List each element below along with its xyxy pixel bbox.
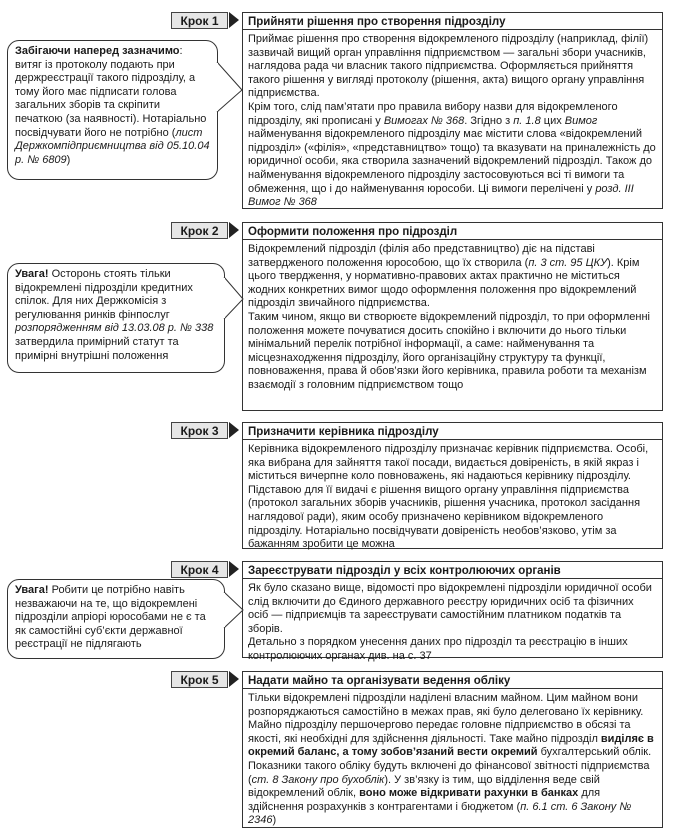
step-body-2-p2: Таким чином, якщо ви створюєте відокремлений підрозділ, то при оформленні положення можете почуватися досить спокійно і включити до нього тільки мінімальний перелік потрібної інформації, а саме: найменування та місцезнаходження підрозділу, його організаційну структуру та функції, повноваження, права й обов’язки його керівника, правила роботи та механізм взаємодії з головним підприємством тощо [248, 310, 650, 391]
step-arrow-5 [229, 671, 239, 687]
step-body-4-p2: Детально з порядком унесення даних про підрозділ та реєстрацію в інших контролюючих органах див. на с. 37 [248, 636, 628, 662]
step-title-5: Надати майно та організувати ведення обліку [242, 671, 663, 689]
step-label-5: Крок 5 [171, 671, 228, 688]
step-title-1: Прийняти рішення про створення підрозділу [242, 12, 663, 30]
step-body-1 [242, 29, 663, 209]
step-arrow-1 [229, 12, 239, 28]
step-body-3-p1: Керівника відокремленого підрозділу призначає керівник підприємства. Особі, яка вибрана для зайняття такої посади, видається довіреність, в якій якраз і міститься вичерпне коло повноважень, які надаються керівнику підрозділу. Підставою для її видачі є рішення вищого органу управління підприємства (протокол загальних зборів учасників, рішення учасника, протокол засідання наглядової ради), яким особу призначено керівником відокремленого підрозділу. Нотаріально посвідчувати довіреність необов’язково, утім за бажанням зробити це можна [248, 443, 649, 551]
callout-pointer-4 [223, 590, 245, 634]
step-body-5-p2: Майно підрозділу першочергово передає головне підприємство в обсязі та якості, які необхідні для здійснення діяльності. Таке майно підрозділ виділяє в окремий баланс, а тому зобов’язаний вести окремий бухгалтерський облік. Показники такого обліку будуть включені до фінансової звітності підприємства (ст. 8 Закону про бухоблік). У зв’язку із тим, що відділення веде свій відокремлений облік, воно може відкривати рахунки в банках для здійснення розрахунків з контрагентами і бюджетом (п. 6.1 ст. 6 Закону № 2346) [248, 719, 654, 827]
step-label-2: Крок 2 [171, 222, 228, 239]
callout-pointer-2 [223, 275, 245, 325]
step-arrow-3 [229, 422, 239, 438]
callout-pointer-1 [216, 60, 244, 120]
step-label-3: Крок 3 [171, 422, 228, 439]
step-body-1-p1: Приймає рішення про створення відокремленого підрозділу (наприклад, філії) зазвичай вищий орган управління підприємством — загальні збори учасників, наглядова рада чи власник такого підприємства. Оформляється прийняття такого рішення у вигляді протоколу (рішення, акта) вищого органу управління підприємства. [248, 33, 649, 100]
step-label-1: Крок 1 [171, 12, 228, 29]
step-body-5-p1: Тільки відокремлені підрозділи наділені власним майном. Цим майном вони розпоряджаються самостійно в межах прав, які було делеговано їх керівнику. [248, 692, 644, 718]
step-body-4-p1: Як було сказано вище, відомості про відокремлені підрозділи юридичної особи слід включити до Єдиного державного реєстру юридичних осіб та фізичних осіб — підприємців та зареєструвати самостійним платником податків та зборів. [248, 582, 652, 635]
step-title-3: Призначити керівника підрозділу [242, 422, 663, 440]
step-title-4: Зареєструвати підрозділ у всіх контролюючих органів [242, 561, 663, 579]
step-body-5 [242, 688, 663, 828]
step-arrow-2 [229, 222, 239, 238]
step-arrow-4 [229, 561, 239, 577]
step-body-4 [242, 578, 663, 662]
step-body-1-p2: Крім того, слід пам’ятати про правила вибору назви для відокремленого підрозділу, які прописані у Вимогах № 368. Згідно з п. 1.8 цих Вимог найменування відокремленого підрозділу має містити слова «відокремлений підрозділ» («філія», «представництво» тощо) та вказувати на приналежність до юридичної особи, яка створила зазначений відокремлений підрозділ. Також до найменування відокремленого підрозділу застосовуються всі ті вимоги та обмеження, що і до найменування юрособи. Ці вимоги перелічені у розд. III Вимог № 368 [248, 100, 656, 209]
step-body-3 [242, 439, 663, 549]
step-title-2: Оформити положення про підрозділ [242, 222, 663, 240]
callout-note-2: Увага! Осторонь стоять тільки відокремлені підрозділи кредитних спілок. Для них Держкомісія з регулювання ринків фінпослуг розпорядженням від 13.03.08 р. № 338 затвердила примірний статут та примірні внутрішні положення [7, 263, 225, 373]
step-body-2 [242, 239, 663, 411]
callout-note-4: Увага! Робити це потрібно навіть незважаючи на те, що відокремлені підрозділи апріорі юрособами не є та як самостійні суб’єкти державної реєстрації не підлягають [7, 579, 225, 659]
callout-note-1: Забігаючи наперед зазначимо: витяг із протоколу подають при держреєстрації такого підрозділу, а тому його має підписати голова загальних зборів та скріпити печаткою (за наявності). Нотаріально посвідчувати його не потрібно (лист Держкомпідприємництва від 05.10.04 р. № 6809) [7, 40, 218, 180]
step-label-4: Крок 4 [171, 561, 228, 578]
step-body-2-p1: Відокремлений підрозділ (філія або представництво) діє на підставі затвердженого положення юрособою, що їх створила (п. 3 ст. 95 ЦКУ). Крім цього твердження, у нормативно-правових актах практично не міститься жодних конкретних вимог щодо оформлення положення про відокремлений підрозділ звичайного підприємства. [248, 243, 640, 310]
